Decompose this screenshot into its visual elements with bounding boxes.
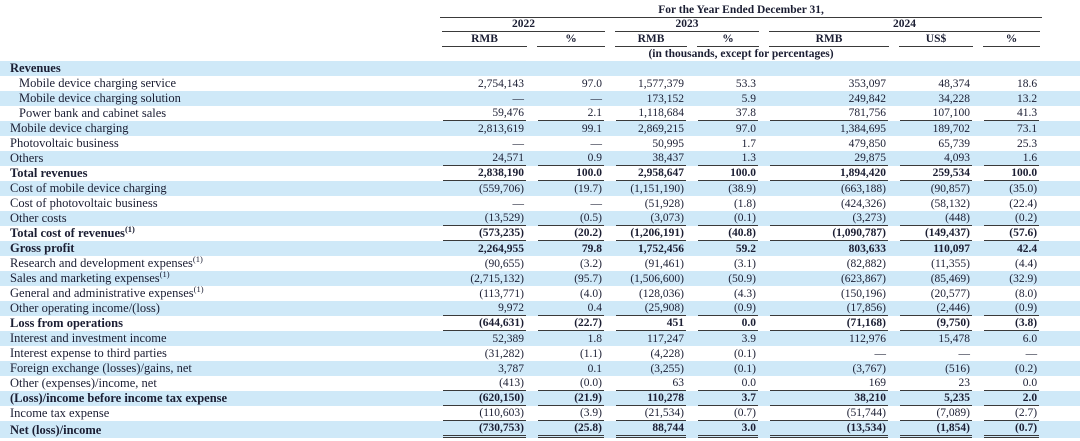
cell-value: 3.7 [692, 391, 764, 406]
cell-value: (0.9) [692, 301, 764, 316]
cell-value: (3,767) [852, 363, 886, 375]
cell-value: (3.1) [733, 258, 756, 270]
cell-value: (57.6) [978, 226, 1045, 241]
cell-value: (90,857) [930, 183, 970, 195]
cell-value: (21,534) [610, 406, 692, 421]
row-label: Gross profit [10, 241, 75, 255]
cell-value: (2,715,132) [470, 273, 524, 285]
table-row [0, 196, 1080, 211]
table-header [0, 4, 1080, 61]
cell-value: 37.8 [692, 106, 764, 121]
cell-value: (644,631) [437, 316, 532, 331]
col-header-text: US$ [899, 33, 973, 47]
cell-value: (13,529) [437, 211, 532, 226]
table-row [0, 346, 1080, 361]
cell-value: 117,247 [647, 333, 684, 345]
cell-value [894, 61, 978, 76]
cell-value: 34,228 [938, 93, 970, 105]
cell-value: 1,894,420 [764, 166, 894, 181]
cell-value: 0.1 [587, 363, 602, 375]
row-label: Net (loss)/income [10, 423, 102, 437]
cell-value: (50.9) [728, 273, 756, 285]
cell-value: 107,100 [894, 106, 978, 121]
cell-value: — [512, 198, 524, 210]
row-label: Mobile device charging [10, 121, 129, 135]
col-header-rmb-2022 [437, 32, 532, 47]
year-label: 2022 [442, 18, 605, 32]
table-row [0, 151, 1080, 166]
cell-value: (35.0) [1009, 183, 1038, 195]
cell-value: — [512, 138, 524, 150]
cell-value: 97.0 [735, 123, 756, 135]
period-header [437, 4, 1045, 18]
right-spacer [1045, 18, 1080, 32]
right-spacer [1045, 226, 1080, 241]
year-group-2024 [764, 18, 1045, 32]
col-header-text: % [983, 33, 1040, 47]
table-row [0, 136, 1080, 151]
cell-value: (90,655) [484, 258, 524, 270]
cell-value: 249,842 [848, 93, 886, 105]
cell-value: (82,882) [846, 258, 886, 270]
cell-value: 100.0 [532, 166, 610, 181]
cell-value: 259,534 [894, 166, 978, 181]
row-label: Research and development expenses$^{(1)}$ [10, 253, 203, 270]
table-row [0, 211, 1080, 226]
right-spacer [1045, 4, 1080, 18]
footnote-marker: (1) [192, 253, 203, 264]
cell-value: — [1025, 348, 1038, 360]
row-label: Loss from operations [10, 316, 123, 330]
cell-value: 1.3 [692, 151, 764, 166]
right-spacer [1045, 47, 1080, 61]
cell-value: (1,206,191) [610, 226, 692, 241]
table-row [0, 286, 1080, 301]
cell-value: — [590, 93, 602, 105]
table-row [0, 166, 1080, 181]
cell-value: (620,150) [437, 391, 532, 406]
cell-value: (40.8) [692, 226, 764, 241]
cell-value: (0.7) [692, 406, 764, 421]
cell-value: — [590, 198, 602, 210]
cell-value: 4,093 [894, 151, 978, 166]
table-row [0, 106, 1080, 121]
cell-value: (0.1) [692, 211, 764, 226]
unit-note-row [0, 47, 1080, 61]
table-row [0, 301, 1080, 316]
right-spacer [1045, 61, 1080, 76]
right-spacer [1045, 271, 1080, 286]
cell-value: 2,958,647 [610, 166, 692, 181]
cell-value: 24,571 [437, 151, 532, 166]
table-row [0, 361, 1080, 376]
cell-value: 451 [610, 316, 692, 331]
cell-value: 88,744 [610, 421, 692, 438]
cell-value: (20,577) [930, 288, 970, 300]
right-spacer [1045, 301, 1080, 316]
right-spacer [1045, 406, 1080, 421]
right-spacer [1045, 361, 1080, 376]
cell-value: 1,118,684 [610, 106, 692, 121]
cell-value: (4.3) [733, 288, 756, 300]
cell-value: (0.9) [978, 301, 1045, 316]
cell-value: 3,787 [498, 363, 524, 375]
right-spacer [1045, 286, 1080, 301]
cell-value: (730,753) [437, 421, 532, 438]
cell-value: 803,633 [848, 243, 886, 255]
year-label: 2024 [769, 18, 1040, 32]
cell-value: 2,754,143 [478, 78, 524, 90]
right-spacer [1045, 316, 1080, 331]
cell-value: (128,036) [638, 288, 684, 300]
cell-value: (559,706) [478, 183, 524, 195]
cell-value: (51,928) [644, 198, 684, 210]
row-label: Other operating income/(loss) [10, 301, 160, 315]
cell-value: (3,273) [764, 211, 894, 226]
year-header-row [0, 18, 1080, 32]
table-row [0, 226, 1080, 241]
cell-value: 781,756 [764, 106, 894, 121]
cell-value: — [958, 348, 970, 360]
unit-note-text: (in thousands, except for percentages) [648, 48, 834, 60]
table-row [0, 331, 1080, 346]
row-label: Other costs [10, 211, 67, 225]
cell-value: (4,228) [650, 348, 684, 360]
cell-value: (4.0) [579, 288, 602, 300]
row-label: Foreign exchange (losses)/gains, net [10, 361, 192, 375]
row-label: General and administrative expenses$^{(1)}$ [10, 283, 204, 300]
cell-value: (20.2) [532, 226, 610, 241]
cell-value [692, 61, 764, 76]
cell-value: (91,461) [644, 258, 684, 270]
cell-value: (95.7) [574, 273, 602, 285]
table-row [0, 76, 1080, 91]
right-spacer [1045, 181, 1080, 196]
income-statement-table [0, 4, 1080, 438]
cell-value: 0.0 [978, 376, 1045, 391]
row-label: Total revenues [10, 166, 88, 180]
cell-value: 15,478 [938, 333, 970, 345]
cell-value: 65,739 [938, 138, 970, 150]
cell-value: (150,196) [840, 288, 886, 300]
col-header-text: % [697, 33, 759, 47]
footnote-marker: (1) [124, 223, 135, 234]
cell-value: (573,235) [437, 226, 532, 241]
cell-value: 100.0 [692, 166, 764, 181]
cell-value: (7,089) [894, 406, 978, 421]
col-header-rmb-2023 [610, 32, 692, 47]
cell-value: 112,976 [849, 333, 886, 345]
label-column-spacer [0, 18, 437, 32]
cell-value: (25.8) [532, 421, 610, 438]
cell-value: (2.7) [978, 406, 1045, 421]
cell-value: (1,090,787) [764, 226, 894, 241]
cell-value: (663,188) [840, 183, 886, 195]
cell-value: (1.1) [579, 348, 602, 360]
cell-value: 1.6 [978, 151, 1045, 166]
cell-value: — [590, 138, 602, 150]
row-label: Cost of photovoltaic business [10, 196, 158, 210]
row-label: (Loss)/income before income tax expense [10, 391, 228, 405]
cell-value [610, 61, 692, 76]
cell-value: (0.2) [1015, 363, 1038, 375]
cell-value: 38,437 [610, 151, 692, 166]
cell-value: (110,603) [437, 406, 532, 421]
table-row [0, 61, 1080, 76]
table-body [0, 61, 1080, 438]
cell-value: (623,867) [840, 273, 886, 285]
cell-value: 2,264,955 [478, 243, 524, 255]
cell-value: (58,132) [930, 198, 970, 210]
cell-value: (413) [437, 376, 532, 391]
cell-value: 73.1 [1016, 123, 1038, 135]
cell-value: 0.9 [532, 151, 610, 166]
cell-value: (3,073) [610, 211, 692, 226]
row-label: Others [10, 151, 44, 165]
table-row [0, 241, 1080, 256]
cell-value: 99.1 [581, 123, 602, 135]
cell-value: (113,771) [479, 288, 524, 300]
cell-value: 6.0 [1022, 333, 1038, 345]
cell-value: 100.0 [978, 166, 1045, 181]
row-label: Interest expense to third parties [10, 346, 167, 360]
cell-value: 479,850 [848, 138, 886, 150]
right-spacer [1045, 106, 1080, 121]
right-spacer [1045, 391, 1080, 406]
footnote-marker: (1) [193, 283, 204, 294]
cell-value: (3.8) [978, 316, 1045, 331]
cell-value: (0.7) [978, 421, 1045, 438]
cell-value: 50,995 [652, 138, 684, 150]
cell-value: (149,437) [894, 226, 978, 241]
cell-value: — [512, 93, 524, 105]
row-label: Mobile device charging service [19, 76, 177, 90]
row-label: Income tax expense [10, 406, 110, 420]
cell-value: 2,838,190 [437, 166, 532, 181]
cell-value: 25.3 [1016, 138, 1038, 150]
cell-value: 13.2 [1016, 93, 1038, 105]
cell-value: (1,506,600) [630, 273, 684, 285]
col-header-usd-2024 [894, 32, 978, 47]
cell-value: (17,856) [764, 301, 894, 316]
cell-value: 1.7 [741, 138, 756, 150]
cell-value: (4.4) [1015, 258, 1038, 270]
row-label: Cost of mobile device charging [10, 181, 167, 195]
cell-value: 0.0 [692, 376, 764, 391]
cell-value: 48,374 [938, 78, 970, 90]
cell-value: (21.9) [532, 391, 610, 406]
cell-value: (0.0) [532, 376, 610, 391]
cell-value: 38,210 [764, 391, 894, 406]
cell-value: 1,577,379 [638, 78, 684, 90]
cell-value [764, 61, 894, 76]
year-group-2023 [610, 18, 764, 32]
table-row [0, 316, 1080, 331]
right-spacer [1045, 346, 1080, 361]
label-column-spacer [0, 4, 437, 18]
cell-value [532, 61, 610, 76]
cell-value: 42.4 [1016, 243, 1038, 255]
cell-value: 2.0 [978, 391, 1045, 406]
cell-value: (71,168) [764, 316, 894, 331]
table-row [0, 91, 1080, 106]
cell-value: (0.1) [733, 363, 756, 375]
cell-value: 23 [894, 376, 978, 391]
cell-value: (32.9) [1009, 273, 1038, 285]
cell-value: (3.9) [532, 406, 610, 421]
col-header-pct-2023 [692, 32, 764, 47]
period-header-row [0, 4, 1080, 18]
row-label: Mobile device charging solution [19, 91, 181, 105]
label-column-spacer [0, 47, 437, 61]
footnote-marker: (1) [159, 268, 170, 279]
cell-value: (2,446) [894, 301, 978, 316]
col-header-text: % [537, 33, 605, 47]
cell-value: (8.0) [1015, 288, 1038, 300]
cell-value: 110,278 [610, 391, 692, 406]
cell-value: — [874, 348, 886, 360]
cell-value: (13,534) [764, 421, 894, 438]
right-spacer [1045, 196, 1080, 211]
unit-note [437, 47, 1045, 61]
cell-value: (22.7) [532, 316, 610, 331]
right-spacer [1045, 151, 1080, 166]
row-label: Photovoltaic business [10, 136, 119, 150]
cell-value: 110,097 [933, 243, 970, 255]
table-row [0, 121, 1080, 136]
row-label: Interest and investment income [10, 331, 167, 345]
row-label: Power bank and cabinet sales [19, 106, 167, 120]
right-spacer [1045, 421, 1080, 438]
cell-value: 18.6 [1016, 78, 1038, 90]
cell-value: 1.8 [587, 333, 602, 345]
row-label: Total cost of revenues$^{(1)}$ [10, 223, 135, 240]
cell-value: 2.1 [532, 106, 610, 121]
row-label: Revenues [10, 61, 61, 75]
cell-value: 353,097 [848, 78, 886, 90]
cell-value: 5,235 [894, 391, 978, 406]
cell-value: 59.2 [735, 243, 756, 255]
right-spacer [1045, 331, 1080, 346]
col-header-text: RMB [442, 33, 527, 47]
cell-value: 52,389 [492, 333, 524, 345]
cell-value: (0.5) [532, 211, 610, 226]
row-label: Sales and marketing expenses$^{(1)}$ [10, 268, 170, 285]
right-spacer [1045, 376, 1080, 391]
cell-value: (0.1) [733, 348, 756, 360]
row-label: Other (expenses)/income, net [10, 376, 157, 390]
table-row [0, 271, 1080, 286]
cell-value: (85,469) [930, 273, 970, 285]
table-row [0, 406, 1080, 421]
cell-value: (3.2) [579, 258, 602, 270]
right-spacer [1045, 91, 1080, 106]
cell-value [437, 61, 532, 76]
cell-value: (31,282) [484, 348, 524, 360]
cell-value: 3.9 [741, 333, 756, 345]
right-spacer [1045, 256, 1080, 271]
cell-value: (516) [945, 363, 970, 375]
cell-value: 3.0 [692, 421, 764, 438]
col-header-text: RMB [769, 33, 889, 47]
cell-value: 97.0 [581, 78, 602, 90]
table-row [0, 181, 1080, 196]
year-label: 2023 [615, 18, 759, 32]
cell-value: (1,854) [894, 421, 978, 438]
right-spacer [1045, 121, 1080, 136]
cell-value: (25,908) [610, 301, 692, 316]
label-column-spacer [0, 32, 437, 47]
period-header-text: For the Year Ended December 31, [440, 4, 1042, 18]
cell-value: (11,355) [931, 258, 970, 270]
cell-value: (51,744) [764, 406, 894, 421]
cell-value: 41.3 [978, 106, 1045, 121]
cell-value: 63 [610, 376, 692, 391]
cell-value: 1,384,695 [840, 123, 886, 135]
col-header-pct-2022 [532, 32, 610, 47]
table-row [0, 376, 1080, 391]
cell-value: 173,152 [646, 93, 684, 105]
col-header-text: RMB [615, 33, 687, 47]
cell-value: 2,869,215 [638, 123, 684, 135]
right-spacer [1045, 76, 1080, 91]
table-row [0, 391, 1080, 406]
table-row [0, 421, 1080, 438]
cell-value: (1.8) [733, 198, 756, 210]
cell-value: 59,476 [437, 106, 532, 121]
right-spacer [1045, 241, 1080, 256]
cell-value: 1,752,456 [638, 243, 684, 255]
cell-value: (448) [894, 211, 978, 226]
cell-value: 79.8 [581, 243, 602, 255]
cell-value: (38.9) [728, 183, 756, 195]
cell-value: 0.0 [692, 316, 764, 331]
col-header-pct-2024 [978, 32, 1045, 47]
currency-header-row [0, 32, 1080, 47]
cell-value: (19.7) [574, 183, 602, 195]
cell-value: 5.9 [741, 93, 756, 105]
year-group-2022 [437, 18, 610, 32]
cell-value [978, 61, 1045, 76]
cell-value: 189,702 [932, 123, 970, 135]
cell-value: 169 [764, 376, 894, 391]
right-spacer [1045, 32, 1080, 47]
cell-value: (22.4) [1009, 198, 1038, 210]
right-spacer [1045, 166, 1080, 181]
cell-value: (424,326) [840, 198, 886, 210]
cell-value: (9,750) [894, 316, 978, 331]
right-spacer [1045, 136, 1080, 151]
right-spacer [1045, 211, 1080, 226]
cell-value: 0.4 [532, 301, 610, 316]
cell-value: (3,255) [650, 363, 684, 375]
cell-value: 2,813,619 [478, 123, 524, 135]
cell-value: 9,972 [437, 301, 532, 316]
cell-value: 53.3 [735, 78, 756, 90]
col-header-rmb-2024 [764, 32, 894, 47]
cell-value: (0.2) [978, 211, 1045, 226]
cell-value: 29,875 [764, 151, 894, 166]
cell-value: (1,151,190) [630, 183, 684, 195]
